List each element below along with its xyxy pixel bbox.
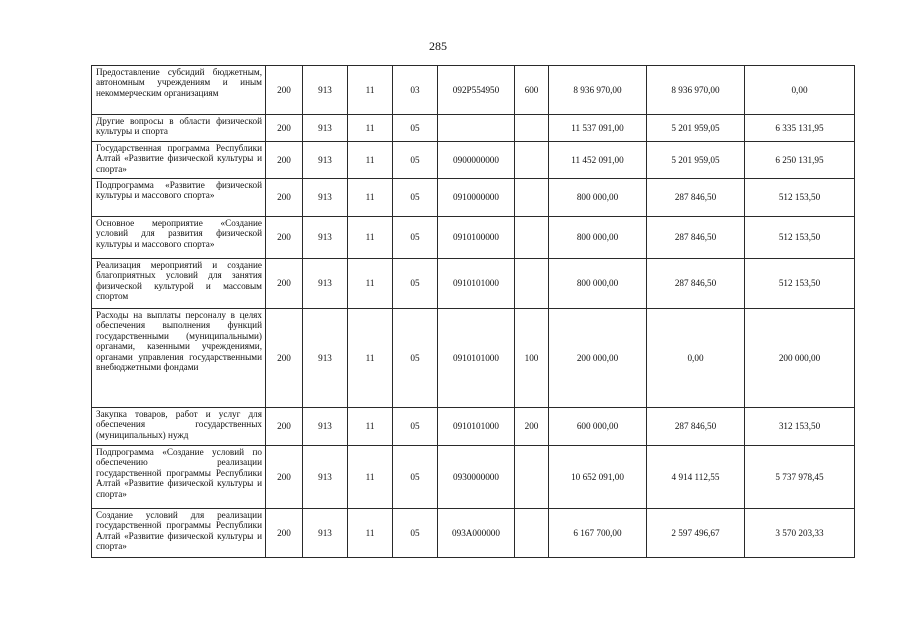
expense-type-cell: 100: [515, 309, 549, 408]
target-article-cell: 092P554950: [438, 66, 515, 115]
amount-remaining-cell: 312 153,50: [745, 408, 855, 446]
code-cell: 200: [266, 509, 303, 558]
ministry-code-cell: 913: [303, 408, 348, 446]
amount-remaining-cell: 5 737 978,45: [745, 446, 855, 509]
ministry-code-cell: 913: [303, 217, 348, 259]
amount-remaining-cell: 200 000,00: [745, 309, 855, 408]
row-name: Закупка товаров, работ и услуг для обеспечения государственных (муниципальных) нужд: [92, 408, 266, 446]
table-row: [92, 142, 855, 179]
amount-remaining-cell: 6 335 131,95: [745, 115, 855, 142]
amount-executed-cell: 0,00: [647, 309, 745, 408]
ministry-code-cell: 913: [303, 259, 348, 309]
section-cell: 11: [348, 259, 393, 309]
amount-total-cell: 6 167 700,00: [549, 509, 647, 558]
subsection-cell: 05: [393, 179, 438, 217]
amount-executed-cell: 4 914 112,55: [647, 446, 745, 509]
subsection-cell: 03: [393, 66, 438, 115]
target-article-cell: 0910100000: [438, 217, 515, 259]
row-name: Реализация мероприятий и создание благоприятных условий для занятия физической культурой и массовым спортом: [92, 259, 266, 309]
table-row: [92, 446, 855, 509]
code-cell: 200: [266, 309, 303, 408]
row-name: Подпрограмма «Развитие физической культуры и массового спорта»: [92, 179, 266, 217]
table-row: [92, 66, 855, 115]
amount-total-cell: 11 452 091,00: [549, 142, 647, 179]
ministry-code-cell: 913: [303, 309, 348, 408]
amount-remaining-cell: 512 153,50: [745, 259, 855, 309]
expense-type-cell: [515, 217, 549, 259]
amount-executed-cell: 287 846,50: [647, 259, 745, 309]
code-cell: 200: [266, 142, 303, 179]
code-cell: 200: [266, 66, 303, 115]
code-cell: 200: [266, 446, 303, 509]
amount-executed-cell: 287 846,50: [647, 217, 745, 259]
subsection-cell: 05: [393, 309, 438, 408]
amount-total-cell: 800 000,00: [549, 259, 647, 309]
row-name: Подпрограмма «Создание условий по обеспечению реализации государственной программы Республики Алтай «Развитие физической культуры и спорта»: [92, 446, 266, 509]
expense-type-cell: [515, 446, 549, 509]
section-cell: 11: [348, 309, 393, 408]
row-name: Предоставление субсидий бюджетным, автономным учреждениям и иным некоммерческим организациям: [92, 66, 266, 115]
amount-executed-cell: 8 936 970,00: [647, 66, 745, 115]
ministry-code-cell: 913: [303, 142, 348, 179]
target-article-cell: 0930000000: [438, 446, 515, 509]
amount-remaining-cell: 512 153,50: [745, 217, 855, 259]
table-row: [92, 179, 855, 217]
row-name: Основное мероприятие «Создание условий для развития физической культуры и массового спорта»: [92, 217, 266, 259]
subsection-cell: 05: [393, 259, 438, 309]
table-row: [92, 408, 855, 446]
section-cell: 11: [348, 179, 393, 217]
subsection-cell: 05: [393, 115, 438, 142]
expense-type-cell: [515, 509, 549, 558]
amount-total-cell: 600 000,00: [549, 408, 647, 446]
ministry-code-cell: 913: [303, 446, 348, 509]
table-row: [92, 259, 855, 309]
amount-total-cell: 800 000,00: [549, 179, 647, 217]
expense-type-cell: [515, 142, 549, 179]
code-cell: 200: [266, 217, 303, 259]
amount-executed-cell: 2 597 496,67: [647, 509, 745, 558]
section-cell: 11: [348, 408, 393, 446]
target-article-cell: [438, 115, 515, 142]
amount-remaining-cell: 6 250 131,95: [745, 142, 855, 179]
ministry-code-cell: 913: [303, 179, 348, 217]
code-cell: 200: [266, 115, 303, 142]
amount-remaining-cell: 3 570 203,33: [745, 509, 855, 558]
section-cell: 11: [348, 217, 393, 259]
amount-total-cell: 11 537 091,00: [549, 115, 647, 142]
section-cell: 11: [348, 115, 393, 142]
amount-executed-cell: 5 201 959,05: [647, 142, 745, 179]
target-article-cell: 0910101000: [438, 309, 515, 408]
amount-total-cell: 800 000,00: [549, 217, 647, 259]
expense-type-cell: 200: [515, 408, 549, 446]
table-row: [92, 509, 855, 558]
subsection-cell: 05: [393, 408, 438, 446]
target-article-cell: 0910101000: [438, 259, 515, 309]
amount-remaining-cell: 512 153,50: [745, 179, 855, 217]
amount-executed-cell: 287 846,50: [647, 179, 745, 217]
section-cell: 11: [348, 509, 393, 558]
page-number: 285: [429, 39, 447, 53]
target-article-cell: 093А000000: [438, 509, 515, 558]
section-cell: 11: [348, 446, 393, 509]
row-name: Создание условий для реализации государственной программы Республики Алтай «Развитие физической культуры и спорта»: [92, 509, 266, 558]
table-row: [92, 115, 855, 142]
subsection-cell: 05: [393, 446, 438, 509]
row-name: Расходы на выплаты персоналу в целях обеспечения выполнения функций государственными (муниципальными) органами, казенными учреждениями, органами управления государственными внебюджетными фондами: [92, 309, 266, 408]
table-row: [92, 309, 855, 408]
expense-type-cell: 600: [515, 66, 549, 115]
code-cell: 200: [266, 179, 303, 217]
target-article-cell: 0910101000: [438, 408, 515, 446]
amount-total-cell: 8 936 970,00: [549, 66, 647, 115]
ministry-code-cell: 913: [303, 115, 348, 142]
subsection-cell: 05: [393, 509, 438, 558]
amount-executed-cell: 287 846,50: [647, 408, 745, 446]
target-article-cell: 0900000000: [438, 142, 515, 179]
expense-type-cell: [515, 259, 549, 309]
row-name: Другие вопросы в области физической культуры и спорта: [92, 115, 266, 142]
amount-executed-cell: 5 201 959,05: [647, 115, 745, 142]
target-article-cell: 0910000000: [438, 179, 515, 217]
expense-type-cell: [515, 115, 549, 142]
section-cell: 11: [348, 142, 393, 179]
row-name: Государственная программа Республики Алтай «Развитие физической культуры и спорта»: [92, 142, 266, 179]
code-cell: 200: [266, 408, 303, 446]
amount-total-cell: 10 652 091,00: [549, 446, 647, 509]
code-cell: 200: [266, 259, 303, 309]
table-row: [92, 217, 855, 259]
section-cell: 11: [348, 66, 393, 115]
expense-type-cell: [515, 179, 549, 217]
amount-remaining-cell: 0,00: [745, 66, 855, 115]
budget-table: [91, 65, 855, 558]
subsection-cell: 05: [393, 142, 438, 179]
ministry-code-cell: 913: [303, 509, 348, 558]
subsection-cell: 05: [393, 217, 438, 259]
amount-total-cell: 200 000,00: [549, 309, 647, 408]
ministry-code-cell: 913: [303, 66, 348, 115]
